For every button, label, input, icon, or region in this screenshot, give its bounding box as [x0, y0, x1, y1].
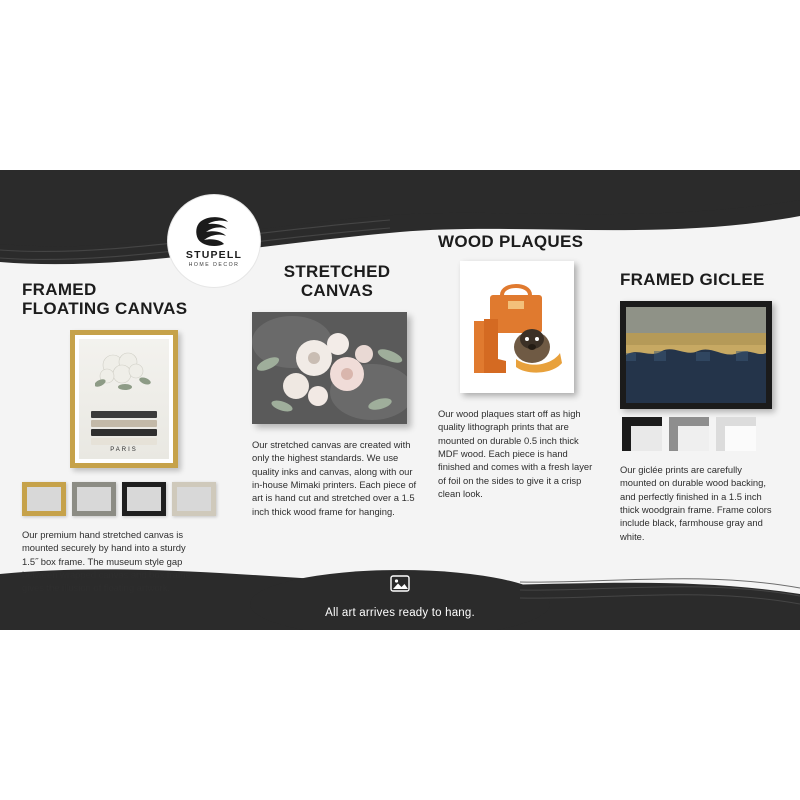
picture-frame-icon	[389, 574, 411, 594]
column-1-title	[22, 280, 222, 318]
stupell-swirl-logo-icon	[194, 214, 234, 248]
column-1-title-line1: FRAMED	[22, 280, 97, 299]
column-3-title-line1: WOOD PLAQUES	[438, 232, 584, 251]
ready-to-hang-ribbon	[220, 578, 580, 624]
column-4-description: Our giclée prints are carefully mounted on durable wood backing, and perfectly finished in a 1.5 inch thick woodgrain frame. Frame colors include black, farmhouse gray and white.	[620, 464, 772, 542]
floral-artwork-icon	[252, 312, 407, 424]
handbag-boots-dog-artwork-icon	[460, 261, 574, 393]
framed-floating-canvas-art	[70, 330, 222, 468]
wood-plaque-art	[460, 261, 574, 393]
gold-box-frame	[70, 330, 178, 468]
logo-tagline: HOME DECOR	[188, 262, 240, 269]
floating-canvas-inner	[79, 339, 169, 459]
black-frame-swatch[interactable]	[122, 482, 166, 516]
framed-giclee-art	[620, 301, 772, 409]
column-framed-giclee	[620, 270, 785, 543]
column-1-title-line2: FLOATING CANVAS	[22, 299, 188, 319]
stacked-books-illustration	[91, 411, 157, 445]
gold-frame-swatch[interactable]	[22, 482, 66, 516]
column-3-title	[438, 232, 606, 251]
black-frame-corner-sample[interactable]	[622, 417, 662, 451]
column-3-description: Our wood plaques start off as high quality lithograph prints that are mounted on durable 0.5 inch thick MDF wood. Each piece is hand finished and comes with a fresh layer of foil on the sides to give it a crisp clean look.	[438, 408, 593, 500]
column-2-title-line2: CANVAS	[300, 281, 374, 301]
frame-color-swatches	[22, 482, 222, 516]
column-wood-plaques	[438, 232, 606, 500]
stretched-canvas-art	[252, 312, 407, 424]
column-4-title	[620, 270, 785, 289]
hydrangea-artwork-icon	[95, 349, 153, 395]
column-stretched-canvas	[252, 262, 422, 518]
infographic-band	[0, 170, 800, 630]
gray-frame-corner-sample[interactable]	[669, 417, 709, 451]
column-1-description: Our premium hand stretched canvas is mounted securely by hand into a sturdy 1.5˝ box frame. The museum style gap between wrapped canvas and box frame gives the illusion of floating artwork.	[22, 529, 191, 594]
ribbon-text: All art arrives ready to hang.	[325, 607, 475, 619]
column-2-description: Our stretched canvas are created with only the highest standards. We use quality inks and canvas, along with our in-house Mimaki printers. Each piece of art is hand cut and stretched over a 1.5 inch thick wood frame for hanging.	[252, 439, 417, 517]
column-2-title-line1: STRETCHED	[283, 262, 391, 281]
column-4-title-line1: FRAMED GICLEE	[620, 270, 765, 289]
artwork-caption: PARIS	[110, 447, 138, 454]
column-2-title	[252, 262, 422, 300]
gray-frame-swatch[interactable]	[72, 482, 116, 516]
stupell-logo	[168, 195, 260, 287]
abstract-landscape-artwork-icon	[626, 307, 766, 403]
light-frame-swatch[interactable]	[172, 482, 216, 516]
giclee-frame-corner-samples	[622, 417, 785, 451]
white-frame-corner-sample[interactable]	[716, 417, 756, 451]
column-framed-floating-canvas	[22, 280, 222, 595]
logo-name: STUPELL	[185, 248, 243, 261]
